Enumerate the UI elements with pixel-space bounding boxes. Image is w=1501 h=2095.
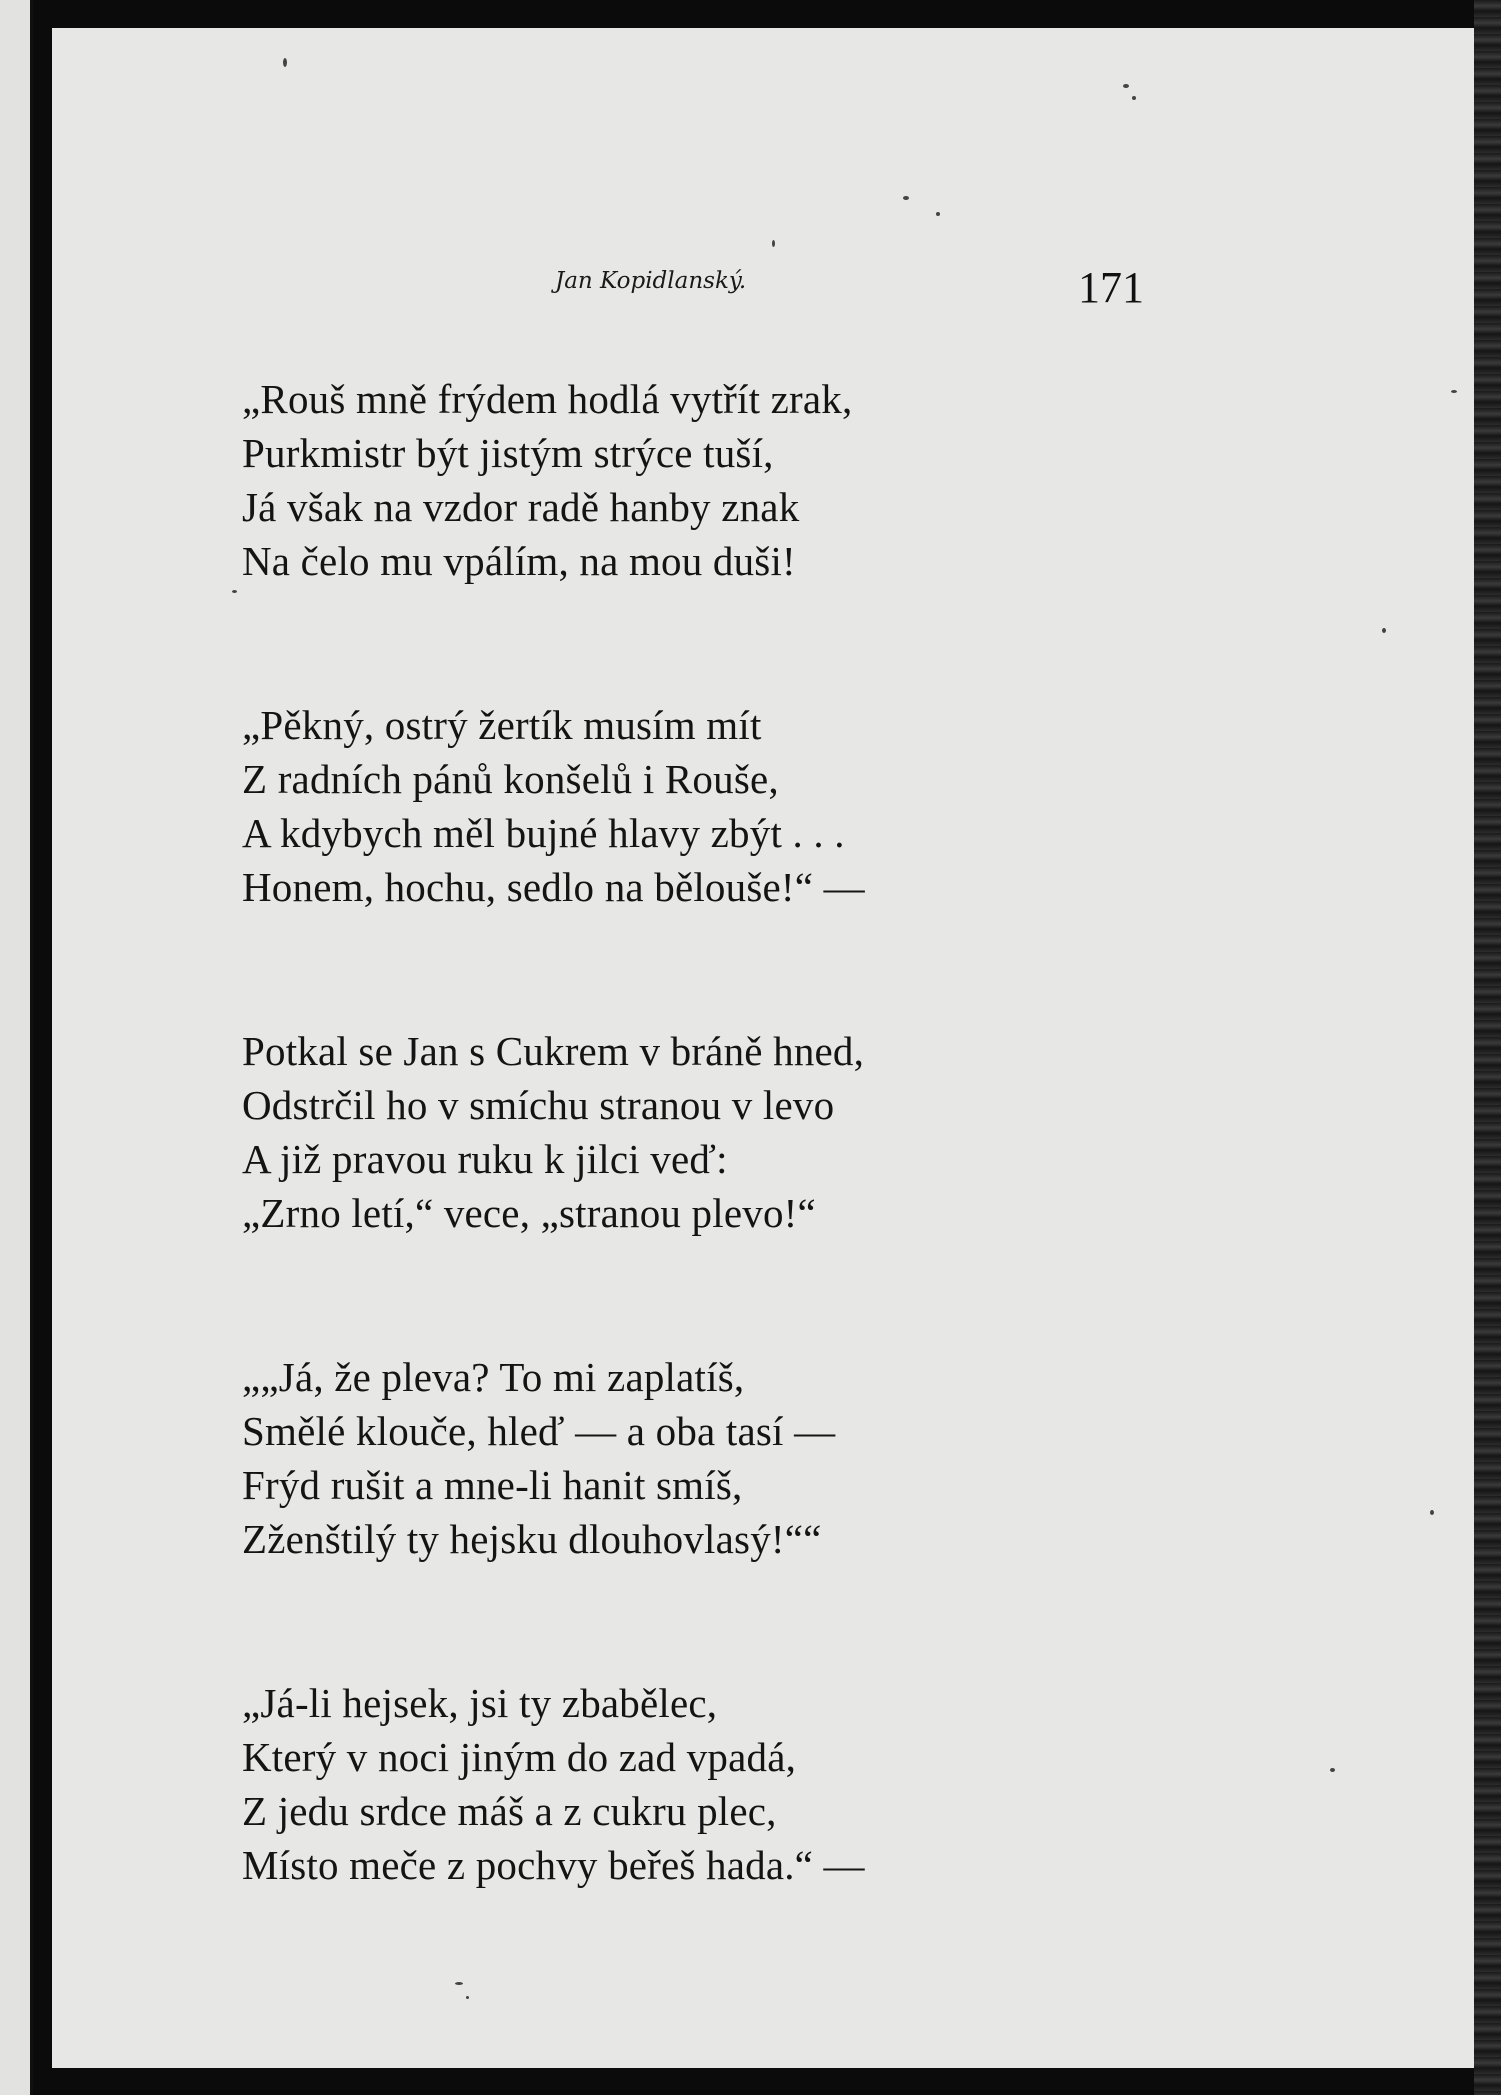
verse-line: Z radních pánů konšelů i Rouše, xyxy=(242,756,779,802)
stanza xyxy=(242,372,1242,588)
verse-line: Já však na vzdor radě hanby znak xyxy=(242,484,800,530)
stanza xyxy=(242,1024,1242,1240)
paper-speck xyxy=(232,590,237,593)
verse-line: Frýd rušit a mne-li hanit smíš, xyxy=(242,1462,743,1508)
paper-speck xyxy=(936,212,940,216)
verse-line: A již pravou ruku k jilci veď: xyxy=(242,1136,728,1182)
verse-line: Odstrčil ho v smíchu stranou v levo xyxy=(242,1082,835,1128)
paper-speck xyxy=(1382,628,1386,633)
book-spine-edge xyxy=(1474,0,1501,2095)
stanza xyxy=(242,1676,1242,1892)
paper-speck xyxy=(1430,1510,1434,1515)
verse-line: Potkal se Jan s Cukrem v bráně hned, xyxy=(242,1028,865,1074)
verse-line: „Já-li hejsek, jsi ty zbabělec, xyxy=(242,1680,718,1726)
paper-speck xyxy=(283,58,287,67)
poem-body xyxy=(242,372,1242,2002)
running-head: Jan Kopidlanský. xyxy=(555,268,747,294)
stanza xyxy=(242,698,1242,914)
paper-speck xyxy=(1132,96,1136,100)
verse-line: Z jedu srdce máš a z cukru plec, xyxy=(242,1788,777,1834)
paper-speck xyxy=(1330,1768,1335,1772)
paper-speck xyxy=(903,196,909,200)
paper-speck xyxy=(1451,390,1457,393)
stanza xyxy=(242,1350,1242,1566)
verse-line: „Zrno letí,“ vece, „stranou plevo!“ xyxy=(242,1190,816,1236)
verse-line: Zženštilý ty hejsku dlouhovlasý!““ xyxy=(242,1516,822,1562)
facing-page-edge xyxy=(0,0,33,2095)
verse-line: Honem, hochu, sedlo na bělouše!“ — xyxy=(242,864,865,910)
paper-speck xyxy=(772,240,775,247)
verse-line: Na čelo mu vpálím, na mou duši! xyxy=(242,538,796,584)
page-number: 171 xyxy=(1078,263,1144,312)
verse-line: „Rouš mně frýdem hodlá vytřít zrak, xyxy=(242,376,853,422)
paper-speck xyxy=(1123,84,1129,88)
verse-line: A kdybych měl bujné hlavy zbýt . . . xyxy=(242,810,845,856)
verse-line: Smělé klouče, hleď — a oba tasí — xyxy=(242,1408,836,1454)
verse-line: „Pěkný, ostrý žertík musím mít xyxy=(242,702,762,748)
verse-line: Purkmistr být jistým strýce tuší, xyxy=(242,430,774,476)
verse-line: „„Já, že pleva? To mi zaplatíš, xyxy=(242,1354,745,1400)
verse-line: Místo meče z pochvy beřeš hada.“ — xyxy=(242,1842,865,1888)
verse-line: Který v noci jiným do zad vpadá, xyxy=(242,1734,797,1780)
